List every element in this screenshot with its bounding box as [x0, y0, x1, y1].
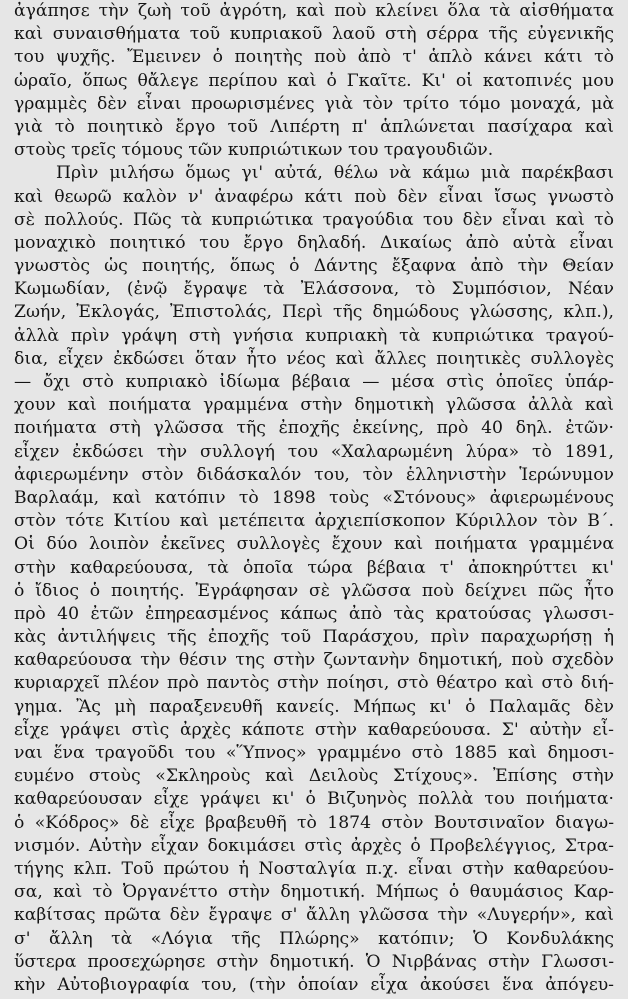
- text-line: ναι ἕνα τραγοῦδι του «Ὕπνος» γραμμένο στὸ 1885 καὶ δημοσι-: [14, 743, 614, 763]
- text-line: σὲ πολλούς. Πῶς τὰ κυπριώτικα τραγούδια του δὲν εἶναι καὶ τὸ: [14, 209, 614, 230]
- text-line: εἶχεν ἐκδώσει τὴν συλλογή του «Χαλαρωμένη λύρα» τὸ 1891,: [14, 441, 614, 462]
- text-line: ἀφιερωμένην στὸν διδάσκαλόν του, τὸν ἑλληνιστὴν Ἱερώνυμον: [14, 464, 614, 485]
- text-line: καὶ θεωρῶ καλὸν ν' ἀναφέρω κάτι ποὺ δὲν εἶναι ἴσως γνωστὸ: [14, 186, 614, 207]
- text-line: καθαρεύουσαν εἶχε γράψει κι' ὁ Βιζυηνὸς πολλὰ του ποιήματα·: [14, 789, 614, 810]
- text-line: δια, εἶχεν ἐκδώσει ὅταν ἦτο νέος καὶ ἄλλες ποιητικὲς συλλογὲς: [14, 348, 614, 369]
- text-line: νισμόν. Αὐτὴν εἶχαν δοκιμάσει στὶς ἀρχὲς ὁ Προβελέγγιος, Στρα-: [14, 835, 614, 856]
- text-line: ἀλλὰ πρὶν γράψη στὴ γνήσια κυπριακὴ τὰ κυπριώτικα τραγού-: [14, 325, 614, 346]
- text-line: μοναχικὸ ποιητικό του ἔργο δηλαδή. Δικαίως ἀπὸ αὐτὰ εἶναι: [14, 232, 614, 253]
- text-line: στοὺς τρεῖς τόμους τῶν κυπριώτικων του τραγουδιῶν.: [14, 140, 494, 161]
- text-line: κὴν Αὐτοβιογραφία του, (τὴν ὁποίαν εἶχα ἀκούσει ἕνα ἀπόγευ-: [14, 974, 614, 995]
- text-line: γνωστὸς ὡς ποιητής, ὅπως ὁ Δάντης ἔξαφνα ἀπὸ τὴν Θείαν: [14, 256, 614, 277]
- text-line: καβίτσας πρῶτα δὲν ἔγραψε σ' ἄλλη γλῶσσα τὴν «Λυγερήν», καὶ: [14, 905, 614, 926]
- text-line: — ὄχι στὸ κυπριακὸ ἰδίωμα βέβαια — μέσα στὶς ὁποῖες ὑπάρ-: [14, 372, 614, 392]
- text-line: χουν καὶ ποιήματα γραμμένα στὴν δημοτικὴ γλῶσσα ἀλλὰ καὶ: [14, 395, 614, 416]
- paragraph-1: [14, 0, 614, 162]
- text-line: γραμμὲς δὲν εἶναι προωρισμένες γιὰ τὸν τρίτο τόμο μοναχά, μὰ: [14, 93, 614, 114]
- text-line: κυριαρχεῖ πλέον πρὸ παντὸς στὴν ποίησι, στὸ θέατρο καὶ στὸ διή-: [14, 673, 614, 694]
- body-text: [14, 0, 614, 997]
- text-line: καθαρεύουσα τὴν θέσιν της στὴν ζωντανὴν δημοτική, ποὺ σχεδὸν: [14, 650, 614, 671]
- text-line: ὁ «Κόδρος» δὲ εἶχε βραβευθῆ τὸ 1874 στὸν Βουτσιναῖον διαγω-: [14, 812, 614, 833]
- text-line: γημα. Ἂς μὴ παραξενευθῆ κανείς. Μήπως κι' ὁ Παλαμᾶς δὲν: [14, 696, 614, 717]
- text-line: Ζωήν, Ἐκλογάς, Ἐπιστολάς, Περὶ τῆς δημώδους γλώσσης, κλπ.),: [14, 302, 614, 323]
- text-line: ποιήματα στὴ γλῶσσα τῆς ἐποχῆς ἐκείνης, πρὸ 40 δηλ. ἐτῶν·: [14, 418, 614, 439]
- text-line: εἶχε γράψει στὶς ἀρχὲς κάποτε στὴν καθαρεύουσα. Σ' αὐτὴν εἶ-: [14, 719, 614, 740]
- paragraph-2: [14, 162, 614, 997]
- text-line: καὶ συναισθήματα τοῦ κυπριακοῦ λαοῦ στὴ σέρρα τῆς εὐγενικῆς: [14, 24, 614, 45]
- text-line: του ψυχῆς. Ἔμεινεν ὁ ποιητὴς ποὺ ἀπὸ τ' ἁπλὸ κάνει κάτι τὸ: [14, 47, 614, 68]
- text-line: πρὸ 40 ἐτῶν ἐπηρεασμένος κάπως ἀπὸ τὰς κρατούσας γλωσσι-: [14, 603, 614, 624]
- text-line: ὕστερα προσεχώρησε στὴν δημοτική. Ὁ Νιρβάνας στὴν Γλωσσι-: [14, 951, 614, 972]
- text-line: ἀγάπησε τὴν ζωὴ τοῦ ἀγρότη, καὶ ποὺ κλείνει ὅλα τὰ αἰσθήματα: [14, 1, 614, 21]
- text-line: στὸν τότε Κιτίου καὶ μετέπειτα ἀρχιεπίσκοπον Κύριλλον τὸν Β΄.: [14, 511, 614, 532]
- text-line: σ' ἄλλη τὰ «Λόγια τῆς Πλώρης» κατόπιν; Ὁ Κονδυλάκης: [14, 928, 614, 949]
- text-line: Οἱ δύο λοιπὸν ἐκεῖνες συλλογὲς ἔχουν καὶ ποιήματα γραμμένα: [14, 534, 614, 555]
- text-line: ὁ ἴδιος ὁ ποιητής. Ἐγράφησαν σὲ γλῶσσα ποὺ δείχνει πῶς ἦτο: [14, 580, 614, 601]
- text-line: σα, καὶ τὸ Ὀργανέττο στὴν δημοτική. Μήπως ὁ θαυμάσιος Καρ-: [14, 882, 614, 903]
- text-line: κὰς ἀντιλήψεις τῆς ἐποχῆς τοῦ Παράσχου, πρὶν παραχωρήσῃ ἡ: [14, 627, 614, 648]
- text-line: ὡραῖο, ὅπως θἄλεγε περίπου καὶ ὁ Γκαῖτε. Κι' οἱ κατοπινές μου: [14, 70, 614, 91]
- text-line: ευμένο στοὺς «Σκληροὺς καὶ Δειλοὺς Στίχους». Ἐπίσης στὴν: [14, 766, 614, 787]
- text-line: Πρὶν μιλήσω ὅμως γι' αὐτά, θέλω νὰ κάμω μιὰ παρέκβασι: [56, 163, 614, 184]
- text-line: Βαρλαάμ, καὶ κατόπιν τὸ 1898 τοὺς «Στόνους» ἀφιερωμένους: [14, 487, 614, 508]
- text-line: γιὰ τὸ ποιητικὸ ἔργο τοῦ Λιπέρτη π' ἁπλώνεται πασίχαρα καὶ: [14, 116, 614, 137]
- text-line: τήγης κλπ. Τοῦ πρώτου ἡ Νοσταλγία π.χ. εἶναι στὴν καθαρεύου-: [14, 858, 614, 879]
- text-line: Κωμωδίαν, (ἐνῷ ἔγραψε τὰ Ἐλάσσονα, τὸ Συμπόσιον, Νέαν: [14, 279, 614, 300]
- text-line: στὴν καθαρεύουσα, τὰ ὁποῖα τώρα βέβαια τ' ἀποκηρύττει κι': [14, 557, 614, 578]
